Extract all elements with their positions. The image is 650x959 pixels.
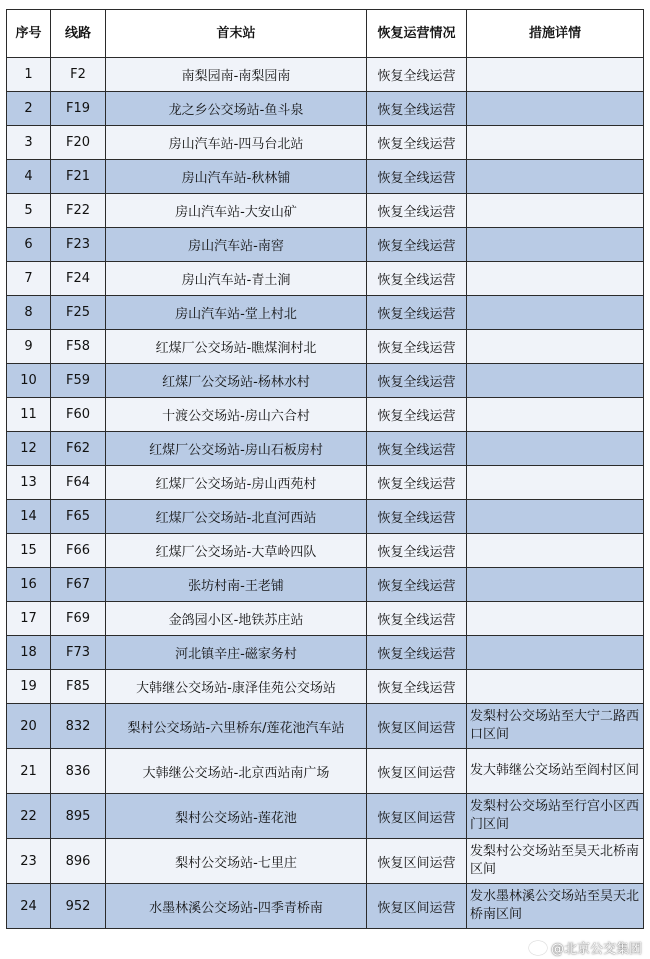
table-row	[7, 466, 644, 500]
cell-seq: 15	[7, 534, 51, 568]
cell-stops: 十渡公交场站-房山六合村	[106, 398, 367, 432]
cell-stops: 南梨园南-南梨园南	[106, 58, 367, 92]
cell-seq: 23	[7, 839, 51, 884]
cell-status: 恢复全线运营	[367, 364, 467, 398]
table-row	[7, 364, 644, 398]
cell-line: F2	[51, 58, 106, 92]
cell-seq: 21	[7, 749, 51, 794]
cell-detail	[467, 398, 644, 432]
header-stops: 首末站	[106, 10, 367, 58]
cell-stops: 梨村公交场站-莲花池	[106, 794, 367, 839]
cell-seq: 24	[7, 884, 51, 929]
cell-line: F60	[51, 398, 106, 432]
cell-line: F66	[51, 534, 106, 568]
cell-status: 恢复全线运营	[367, 58, 467, 92]
cell-seq: 5	[7, 194, 51, 228]
cell-stops: 红煤厂公交场站-大草岭四队	[106, 534, 367, 568]
cell-detail	[467, 228, 644, 262]
cell-line: F65	[51, 500, 106, 534]
header-seq: 序号	[7, 10, 51, 58]
cell-stops: 大韩继公交场站-康泽佳苑公交场站	[106, 670, 367, 704]
table-row	[7, 92, 644, 126]
cell-seq: 6	[7, 228, 51, 262]
cell-status: 恢复全线运营	[367, 670, 467, 704]
table-row	[7, 126, 644, 160]
cell-stops: 梨村公交场站-七里庄	[106, 839, 367, 884]
cell-status: 恢复全线运营	[367, 296, 467, 330]
table-row	[7, 432, 644, 466]
cell-line: F69	[51, 602, 106, 636]
table-row	[7, 704, 644, 749]
header-line: 线路	[51, 10, 106, 58]
table-row	[7, 262, 644, 296]
cell-stops: 大韩继公交场站-北京西站南广场	[106, 749, 367, 794]
cell-status: 恢复全线运营	[367, 92, 467, 126]
cell-detail	[467, 364, 644, 398]
cell-detail	[467, 194, 644, 228]
cell-seq: 14	[7, 500, 51, 534]
cell-status: 恢复全线运营	[367, 228, 467, 262]
cell-status: 恢复区间运营	[367, 839, 467, 884]
cell-status: 恢复全线运营	[367, 262, 467, 296]
cell-line: F24	[51, 262, 106, 296]
table-row	[7, 228, 644, 262]
cell-stops: 红煤厂公交场站-房山西苑村	[106, 466, 367, 500]
cell-seq: 18	[7, 636, 51, 670]
cell-seq: 7	[7, 262, 51, 296]
cell-seq: 11	[7, 398, 51, 432]
cell-status: 恢复全线运营	[367, 330, 467, 364]
cell-status: 恢复全线运营	[367, 534, 467, 568]
cell-status: 恢复全线运营	[367, 160, 467, 194]
cell-status: 恢复全线运营	[367, 500, 467, 534]
cell-status: 恢复区间运营	[367, 884, 467, 929]
cell-stops: 河北镇辛庄-磁家务村	[106, 636, 367, 670]
cell-detail	[467, 296, 644, 330]
cell-stops: 房山汽车站-秋林铺	[106, 160, 367, 194]
cell-detail	[467, 636, 644, 670]
weibo-watermark	[529, 938, 642, 957]
cell-detail: 发梨村公交场站至行宫小区西门区间	[467, 794, 644, 839]
cell-line: F22	[51, 194, 106, 228]
cell-line: F25	[51, 296, 106, 330]
header-detail: 措施详情	[467, 10, 644, 58]
cell-line: F23	[51, 228, 106, 262]
cell-stops: 龙之乡公交场站-鱼斗泉	[106, 92, 367, 126]
cell-stops: 房山汽车站-南窖	[106, 228, 367, 262]
cell-status: 恢复全线运营	[367, 568, 467, 602]
table-row	[7, 568, 644, 602]
header-status: 恢复运营情况	[367, 10, 467, 58]
cell-seq: 2	[7, 92, 51, 126]
table-row	[7, 58, 644, 92]
cell-detail	[467, 160, 644, 194]
table-row	[7, 330, 644, 364]
cell-status: 恢复区间运营	[367, 749, 467, 794]
table-row	[7, 398, 644, 432]
cell-status: 恢复区间运营	[367, 704, 467, 749]
cell-status: 恢复全线运营	[367, 126, 467, 160]
weibo-logo-icon	[529, 941, 547, 955]
cell-detail	[467, 500, 644, 534]
cell-detail: 发梨村公交场站至昊天北桥南区间	[467, 839, 644, 884]
cell-detail: 发水墨林溪公交场站至昊天北桥南区间	[467, 884, 644, 929]
cell-line: F58	[51, 330, 106, 364]
table-body	[7, 58, 644, 929]
watermark-text: @北京公交集团	[550, 942, 642, 957]
cell-status: 恢复全线运营	[367, 466, 467, 500]
route-recovery-table	[6, 9, 644, 929]
route-recovery-table-container	[6, 9, 643, 929]
cell-stops: 金鸽园小区-地铁苏庄站	[106, 602, 367, 636]
cell-line: 895	[51, 794, 106, 839]
cell-line: F21	[51, 160, 106, 194]
cell-stops: 水墨林溪公交场站-四季青桥南	[106, 884, 367, 929]
cell-stops: 红煤厂公交场站-北直河西站	[106, 500, 367, 534]
cell-seq: 9	[7, 330, 51, 364]
table-row	[7, 602, 644, 636]
cell-detail: 发梨村公交场站至大宁二路西口区间	[467, 704, 644, 749]
cell-line: 896	[51, 839, 106, 884]
table-row	[7, 794, 644, 839]
cell-line: F73	[51, 636, 106, 670]
table-row	[7, 500, 644, 534]
cell-detail	[467, 568, 644, 602]
table-row	[7, 636, 644, 670]
cell-detail	[467, 670, 644, 704]
cell-detail	[467, 58, 644, 92]
cell-seq: 13	[7, 466, 51, 500]
cell-stops: 房山汽车站-青土涧	[106, 262, 367, 296]
table-header-row	[7, 10, 644, 58]
table-row	[7, 670, 644, 704]
cell-stops: 房山汽车站-大安山矿	[106, 194, 367, 228]
cell-seq: 16	[7, 568, 51, 602]
cell-seq: 4	[7, 160, 51, 194]
cell-detail	[467, 92, 644, 126]
cell-stops: 红煤厂公交场站-房山石板房村	[106, 432, 367, 466]
cell-seq: 17	[7, 602, 51, 636]
cell-status: 恢复全线运营	[367, 602, 467, 636]
cell-status: 恢复区间运营	[367, 794, 467, 839]
table-row	[7, 839, 644, 884]
cell-seq: 10	[7, 364, 51, 398]
cell-status: 恢复全线运营	[367, 432, 467, 466]
cell-detail	[467, 534, 644, 568]
cell-line: F64	[51, 466, 106, 500]
cell-stops: 房山汽车站-四马台北站	[106, 126, 367, 160]
cell-detail	[467, 602, 644, 636]
cell-detail	[467, 432, 644, 466]
cell-seq: 3	[7, 126, 51, 160]
cell-seq: 20	[7, 704, 51, 749]
cell-line: F62	[51, 432, 106, 466]
cell-detail	[467, 330, 644, 364]
cell-seq: 1	[7, 58, 51, 92]
cell-detail: 发大韩继公交场站至阎村区间	[467, 749, 644, 794]
cell-seq: 19	[7, 670, 51, 704]
cell-seq: 12	[7, 432, 51, 466]
cell-stops: 房山汽车站-堂上村北	[106, 296, 367, 330]
cell-line: F20	[51, 126, 106, 160]
cell-line: 832	[51, 704, 106, 749]
cell-detail	[467, 466, 644, 500]
cell-status: 恢复全线运营	[367, 636, 467, 670]
cell-seq: 8	[7, 296, 51, 330]
table-row	[7, 884, 644, 929]
cell-line: 836	[51, 749, 106, 794]
cell-line: F59	[51, 364, 106, 398]
table-row	[7, 296, 644, 330]
table-row	[7, 160, 644, 194]
cell-seq: 22	[7, 794, 51, 839]
table-row	[7, 749, 644, 794]
cell-stops: 梨村公交场站-六里桥东/莲花池汽车站	[106, 704, 367, 749]
cell-line: F19	[51, 92, 106, 126]
cell-stops: 张坊村南-王老铺	[106, 568, 367, 602]
cell-line: 952	[51, 884, 106, 929]
cell-status: 恢复全线运营	[367, 398, 467, 432]
table-row	[7, 534, 644, 568]
cell-detail	[467, 126, 644, 160]
cell-status: 恢复全线运营	[367, 194, 467, 228]
cell-stops: 红煤厂公交场站-瞧煤涧村北	[106, 330, 367, 364]
cell-stops: 红煤厂公交场站-杨林水村	[106, 364, 367, 398]
cell-line: F85	[51, 670, 106, 704]
table-row	[7, 194, 644, 228]
cell-detail	[467, 262, 644, 296]
cell-line: F67	[51, 568, 106, 602]
